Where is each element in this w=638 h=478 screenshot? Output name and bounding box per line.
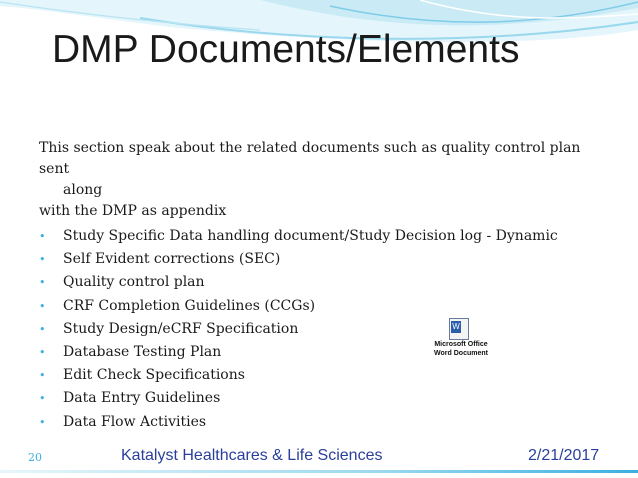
- bullet-item: [39, 411, 599, 434]
- bullet-item: [39, 295, 599, 318]
- bullet-dot-icon: •: [39, 369, 46, 383]
- bullet-item: [39, 364, 599, 387]
- bullet-text: Study Design/eCRF Specification: [63, 320, 299, 337]
- bullet-item: [39, 387, 599, 410]
- embedded-word-document[interactable]: [427, 318, 495, 362]
- bullet-item: [39, 248, 599, 271]
- bullet-item: [39, 318, 599, 341]
- embed-caption-line-1: Microsoft Office: [434, 341, 488, 348]
- slide-number: 20: [28, 451, 42, 464]
- intro-line-2: with the DMP as appendix: [39, 203, 227, 219]
- intro-line-1-continuation: along: [63, 182, 103, 198]
- bullet-text: CRF Completion Guidelines (CCGs): [63, 297, 316, 314]
- bullet-dot-icon: •: [39, 415, 46, 429]
- slide-title: DMP Documents/Elements: [52, 28, 520, 71]
- footer-date: 2/21/2017: [528, 447, 600, 464]
- bullet-dot-icon: •: [39, 322, 46, 336]
- bullet-item: [39, 341, 599, 364]
- bullet-item: [39, 271, 599, 294]
- bullet-text: Self Evident corrections (SEC): [63, 251, 281, 268]
- bullet-dot-icon: •: [39, 299, 46, 313]
- bullet-text: Data Flow Activities: [63, 413, 207, 430]
- bullet-text: Database Testing Plan: [63, 343, 222, 360]
- footer-divider: [0, 470, 638, 473]
- bullet-dot-icon: •: [39, 392, 46, 406]
- embed-caption-line-2: Word Document: [434, 350, 488, 357]
- bullet-text: Edit Check Specifications: [63, 367, 245, 384]
- embedded-document-caption: [427, 340, 495, 358]
- bullet-dot-icon: •: [39, 253, 46, 267]
- bullet-dot-icon: •: [39, 276, 46, 290]
- bullet-item: [39, 225, 599, 248]
- bullet-text: Data Entry Guidelines: [63, 390, 221, 407]
- bullet-dot-icon: •: [39, 345, 46, 359]
- bullet-text: Quality control plan: [63, 274, 205, 291]
- intro-paragraph: [39, 138, 609, 222]
- footer-organization: Katalyst Healthcares & Life Sciences: [121, 447, 383, 464]
- word-document-icon[interactable]: W: [449, 318, 469, 340]
- bullet-text: Study Specific Data handling document/Study Decision log - Dynamic: [63, 228, 558, 244]
- bullet-dot-icon: •: [39, 230, 46, 243]
- document-bullet-list: [39, 225, 599, 434]
- intro-line-1: This section speak about the related documents such as quality control plan sent: [39, 140, 581, 177]
